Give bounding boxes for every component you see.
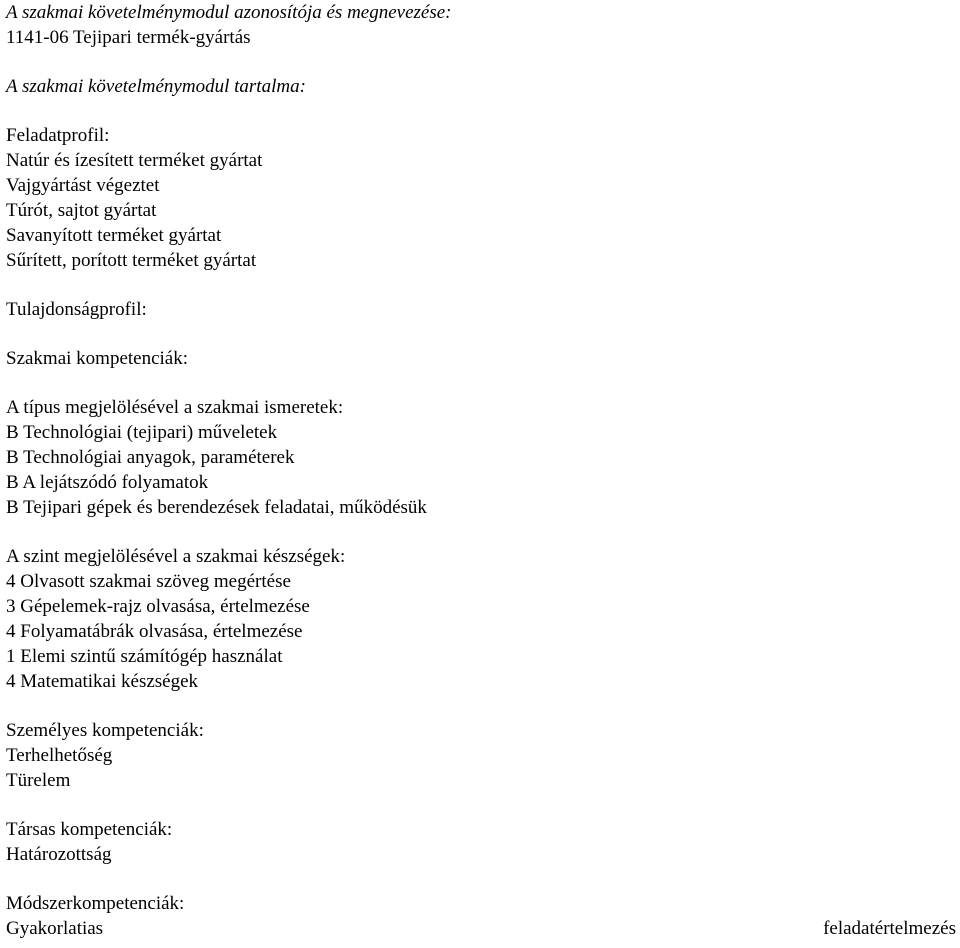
task-profile-label: Feladatprofil:: [6, 125, 110, 146]
method-competencies-right: feladatértelmezés: [823, 918, 956, 939]
social-competencies-item: Határozottság: [6, 844, 112, 865]
personal-competencies-item: Türelem: [6, 770, 71, 791]
personal-competencies-label: Személyes kompetenciák:: [6, 720, 204, 741]
skills-item: 4 Folyamatábrák olvasása, értelmezése: [6, 621, 303, 642]
task-profile-item: Savanyított terméket gyártat: [6, 225, 222, 246]
task-profile-item: Natúr és ízesített terméket gyártat: [6, 150, 263, 171]
module-content-label: A szakmai követelménymodul tartalma:: [6, 76, 306, 97]
property-profile-label: Tulajdonságprofil:: [6, 299, 147, 320]
module-id-label: A szakmai követelménymodul azonosítója és megnevezése:: [6, 2, 452, 23]
knowledge-item: B Technológiai anyagok, paraméterek: [6, 447, 295, 468]
personal-competencies-item: Terhelhetőség: [6, 745, 113, 766]
social-competencies-label: Társas kompetenciák:: [6, 819, 173, 840]
knowledge-item: B Technológiai (tejipari) műveletek: [6, 422, 278, 443]
document-page: [6, 0, 956, 941]
skills-item: 4 Matematikai készségek: [6, 671, 199, 692]
method-competencies-label: Módszerkompetenciák:: [6, 893, 185, 914]
skills-item: 3 Gépelemek-rajz olvasása, értelmezése: [6, 596, 310, 617]
knowledge-item: B A lejátszódó folyamatok: [6, 472, 209, 493]
method-competencies-row: [6, 916, 956, 941]
skills-item: 4 Olvasott szakmai szöveg megértése: [6, 571, 291, 592]
task-profile-item: Túrót, sajtot gyártat: [6, 200, 157, 221]
method-competencies-left: Gyakorlatias: [6, 918, 104, 939]
knowledge-label: A típus megjelölésével a szakmai ismeretek:: [6, 397, 344, 418]
skills-label: A szint megjelölésével a szakmai készségek:: [6, 546, 346, 567]
skills-item: 1 Elemi szintű számítógép használat: [6, 646, 283, 667]
professional-competencies-label: Szakmai kompetenciák:: [6, 348, 189, 369]
task-profile-item: Sűrített, porított terméket gyártat: [6, 250, 257, 271]
task-profile-item: Vajgyártást végeztet: [6, 175, 160, 196]
knowledge-item: B Tejipari gépek és berendezések feladatai, működésük: [6, 497, 427, 518]
module-id-value: 1141-06 Tejipari termék-gyártás: [6, 27, 251, 48]
